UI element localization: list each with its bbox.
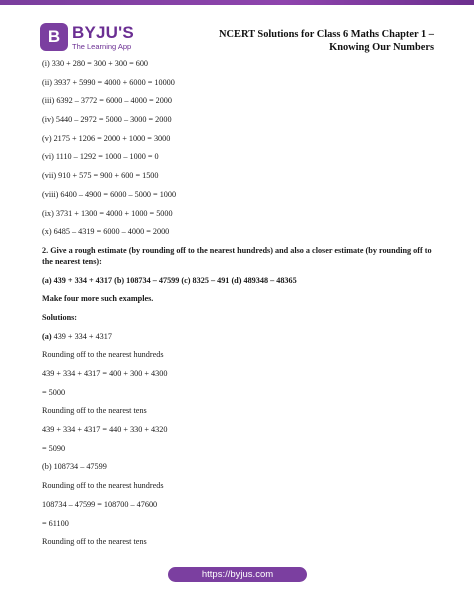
solution-a-equation-1: 439 + 334 + 4317 = 400 + 300 + 4300 (42, 369, 168, 378)
logo-name: BYJU'S (72, 22, 134, 42)
solution-b-equation-1: 108734 – 47599 = 108700 – 47600 (42, 499, 158, 509)
answer-line-iv: (iv) 5440 – 2972 = 5000 – 3000 = 2000 (42, 115, 172, 125)
solution-b-result-1: = 61100 (42, 518, 69, 528)
solution-b-round-tens: Rounding off to the nearest tens (42, 537, 147, 547)
answer-line-i: (i) 330 + 280 = 300 + 300 = 600 (42, 59, 149, 68)
solution-a-expression (42, 331, 434, 342)
solution-b-expression: (b) 108734 – 47599 (42, 462, 107, 472)
solution-a-result-1: = 5000 (42, 387, 66, 397)
solution-a-result-2: = 5090 (42, 443, 66, 453)
answer-line-v: (v) 2175 + 1206 = 2000 + 1000 = 3000 (42, 133, 171, 143)
solutions-heading: Solutions: (42, 312, 78, 322)
question-2-text: 2. Give a rough estimate (by rounding off to the nearest hundreds) and also a closer estimate (by rounding off to the nearest tens): (42, 245, 432, 266)
answer-line-viii: (viii) 6400 – 4900 = 6000 – 5000 = 1000 (42, 189, 177, 199)
answer-line-iii: (iii) 6392 – 3772 = 6000 – 4000 = 2000 (42, 96, 172, 106)
answer-line-ii: (ii) 3937 + 5990 = 4000 + 6000 = 10000 (42, 77, 175, 87)
logo-mark-icon: B (40, 23, 68, 51)
solution-b-round-hundreds: Rounding off to the nearest hundreds (42, 481, 164, 491)
footer-url-link[interactable]: https://byjus.com (168, 567, 307, 582)
document-body (42, 58, 434, 555)
solution-a-expr: 439 + 334 + 4317 (51, 331, 112, 341)
solution-a-round-tens: Rounding off to the nearest tens (42, 406, 147, 416)
logo-text (72, 24, 134, 51)
question-2-parts: (a) 439 + 334 + 4317 (b) 108734 – 47599 (c) 8325 – 491 (d) 489348 – 48365 (42, 275, 297, 285)
page-title-line1: NCERT Solutions for Class 6 Maths Chapter 1 – (219, 29, 434, 40)
answer-line-ix: (ix) 3731 + 1300 = 4000 + 1000 = 5000 (42, 208, 173, 218)
solution-a-label: (a) (42, 331, 52, 341)
page-title (214, 28, 434, 54)
top-accent-bar (0, 0, 474, 5)
solution-a-equation-2: 439 + 334 + 4317 = 440 + 330 + 4320 (42, 425, 168, 435)
answer-line-vi: (vi) 1110 – 1292 = 1000 – 1000 = 0 (42, 152, 159, 162)
logo-tagline: The Learning App (72, 41, 132, 51)
page-title-line2: Knowing Our Numbers (329, 42, 434, 53)
answer-line-x: (x) 6485 – 4319 = 6000 – 4000 = 2000 (42, 227, 170, 237)
byjus-logo[interactable] (40, 20, 150, 54)
solution-a-round-hundreds: Rounding off to the nearest hundreds (42, 350, 164, 360)
question-2-instruction: Make four more such examples. (42, 294, 154, 304)
answer-line-vii: (vii) 910 + 575 = 900 + 600 = 1500 (42, 171, 159, 181)
